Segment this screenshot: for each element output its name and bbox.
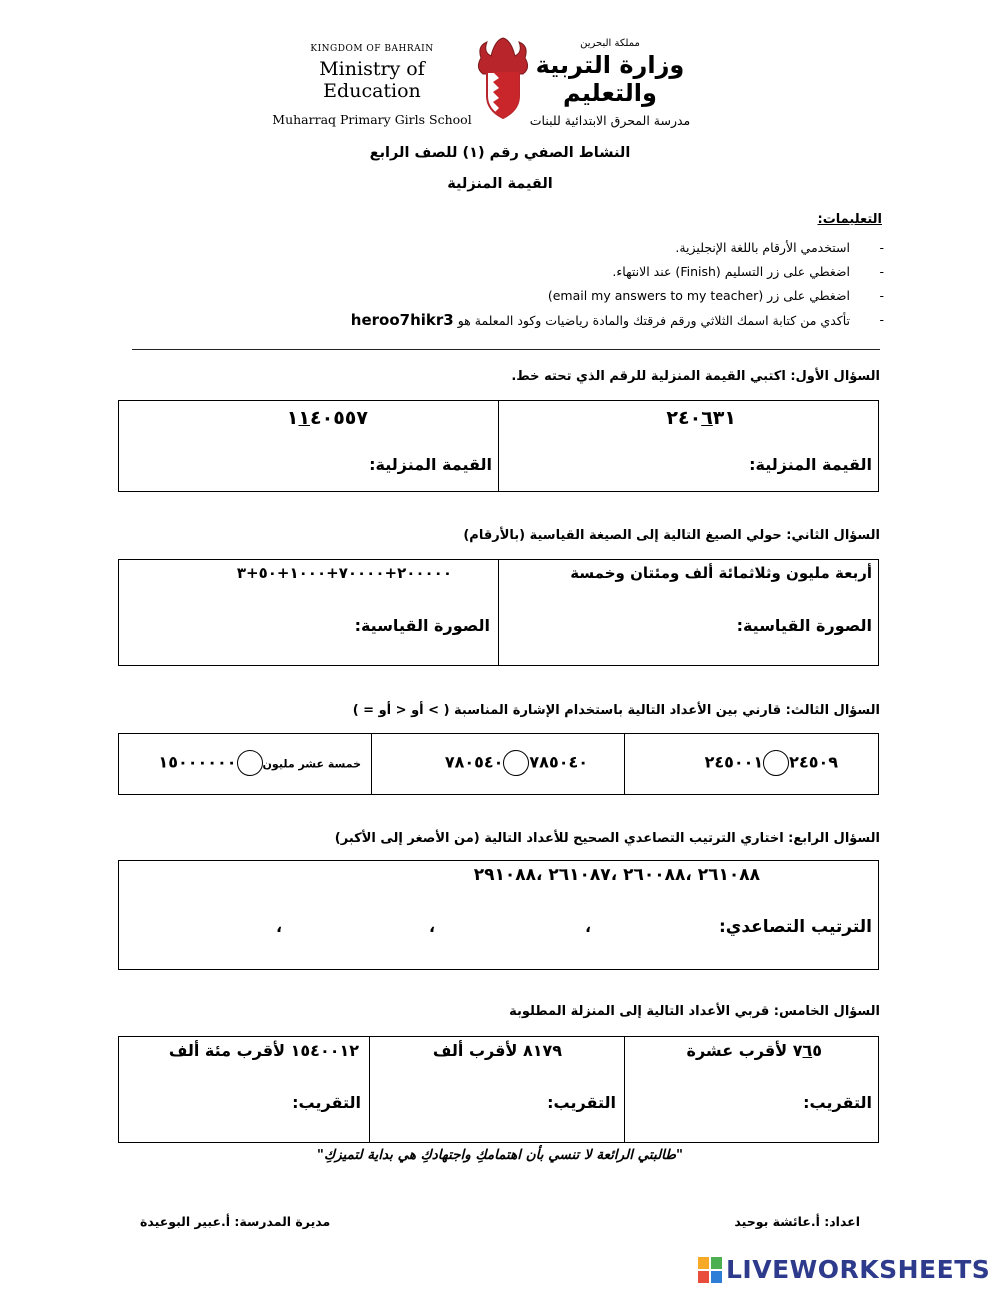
q1-left-number: ١١٤٠٥٥٧ (286, 407, 368, 429)
q3-box (118, 733, 879, 795)
q5-title: السؤال الخامس: قربي الأعداد التالية إلى المنزلة المطلوبة (509, 1004, 880, 1019)
instruction-item: - استخدمي الأرقام باللغة الإنجليزية. (675, 240, 884, 255)
instruction-text: استخدمي الأرقام باللغة الإنجليزية. (675, 240, 850, 255)
liveworksheets-logo-icon (698, 1257, 722, 1283)
prepared-by: اعداد: أ.عائشة بوحيد (734, 1214, 860, 1229)
motivational-quote: "طالبتي الرائعة لا تنسي بأن اهتمامكِ واجتهادكِ هي بداية لتميزكِ" (316, 1147, 684, 1163)
ministry-label: Ministry of Education (319, 58, 425, 102)
instruction-text: اضغطي على زر (email my answers to my teacher) (547, 288, 850, 303)
q5-label: التقريب: (292, 1093, 361, 1112)
q5-cell-3 (119, 1037, 369, 1142)
q1-box (118, 400, 879, 492)
q3-cell-2 (371, 734, 625, 794)
q4-comma: ، (276, 917, 283, 936)
q4-comma: ، (585, 917, 592, 936)
ar-school-label: مدرسة المحرق الابتدائية للبنات (529, 113, 691, 128)
kingdom-label: KINGDOM OF BAHRAIN (310, 44, 434, 54)
q2-right-cell (497, 560, 878, 665)
english-header (272, 44, 472, 127)
instructions-list (350, 236, 884, 333)
ar-kingdom-label: مملكة البحرين (580, 38, 640, 49)
instruction-text: تأكدي من كتابة اسمك الثلاثي ورقم فرقتك والمادة رياضيات وكود المعلمة هو (457, 313, 850, 328)
q2-left-label: الصورة القياسية: (354, 616, 490, 635)
q5-label: التقريب: (803, 1093, 872, 1112)
q5-number-1: ٧٦٥ لأقرب عشرة (686, 1041, 822, 1060)
q2-right-text: أربعة مليون وثلاثمائة ألف ومئتان وخمسة (570, 564, 872, 582)
q3-cell-3 (119, 734, 371, 794)
q1-left-cell (119, 401, 499, 491)
instruction-item: - تأكدي من كتابة اسمك الثلاثي ورقم فرقتك والمادة رياضيات وكود المعلمة هو heroo7hikr3 (350, 311, 884, 329)
underlined-digit: ٦ (701, 407, 713, 429)
underlined-digit: ١ (298, 407, 311, 429)
q3-title: السؤال الثالث: قارني بين الأعداد التالية باستخدام الإشارة المناسبة ( > أو < أو = ) (352, 703, 880, 718)
instruction-item: - اضغطي على زر التسليم (Finish) عند الانتهاء. (612, 264, 884, 279)
instructions-label: التعليمات: (817, 212, 882, 227)
q5-cell-1 (625, 1037, 878, 1142)
q5-number-3: ١٥٤٠٠١٢ لأقرب مئة ألف (168, 1041, 359, 1060)
brand-name[interactable]: LIVEWORKSHEETS (726, 1255, 991, 1284)
teacher-code: heroo7hikr3 (350, 311, 454, 329)
compare-circle[interactable] (503, 750, 529, 776)
q5-cell-2 (369, 1037, 625, 1142)
activity-title: النشاط الصفي رقم (١) للصف الرابع (369, 145, 631, 161)
q5-label: التقريب: (547, 1093, 616, 1112)
ar-ministry-label: وزارة التربية والتعليم (535, 51, 685, 107)
separator-line (132, 349, 880, 350)
q2-left-text: ٢٠٠٠٠٠+٧٠٠٠٠+١٠٠٠+٥٠+٣ (236, 564, 452, 582)
q2-right-label: الصورة القياسية: (736, 616, 872, 635)
q4-numbers: ٢٦١٠٨٨ ،٢٦٠٠٨٨ ،٢٦١٠٨٧ ،٢٩١٠٨٨ (473, 865, 760, 885)
q4-box (118, 860, 879, 970)
q3-compare-2: ٧٨٥٠٤٠٧٨٠٥٤٠ (445, 750, 588, 776)
q4-title: السؤال الرابع: اختاري الترتيب التصاعدي الصحيح للأعداد التالية (من الأصغر إلى الأكبر) (334, 831, 880, 846)
q5-box (118, 1036, 879, 1143)
q4-label: الترتيب التصاعدي: (718, 917, 872, 937)
q1-right-cell (497, 401, 878, 491)
instruction-text: اضغطي على زر التسليم (Finish) عند الانتهاء. (612, 264, 850, 279)
school-label: Muharraq Primary Girls School (272, 112, 472, 127)
q2-box (118, 559, 879, 666)
q1-left-label: القيمة المنزلية: (369, 455, 492, 474)
q5-number-2: ٨١٧٩ لأقرب ألف (432, 1041, 562, 1060)
q2-title: السؤال الثاني: حولي الصيغ التالية إلى الصيغة القياسية (بالأرقام) (463, 528, 880, 543)
topic-title: القيمة المنزلية (447, 176, 553, 192)
q1-right-number: ٢٤٠٦٣١ (666, 407, 736, 429)
q4-comma: ، (429, 917, 436, 936)
q3-compare-3: خمسة عشر مليون١٥٠٠٠٠٠٠ (158, 750, 361, 776)
q1-title: السؤال الأول: اكتبي القيمة المنزلية للرقم الذي تحته خط. (511, 369, 880, 384)
underlined-digit: ٦ (802, 1041, 813, 1060)
compare-circle[interactable] (763, 750, 789, 776)
q1-right-label: القيمة المنزلية: (749, 455, 872, 474)
compare-circle[interactable] (237, 750, 263, 776)
arabic-header (490, 38, 730, 128)
q2-left-cell (119, 560, 499, 665)
instruction-item: - اضغطي على زر (email my answers to my teacher) (547, 288, 884, 303)
q3-cell-1 (625, 734, 878, 794)
q3-compare-1: ٢٤٥٠٩٢٤٥٠٠١ (705, 750, 838, 776)
principal: مديرة المدرسة: أ.عبير البوعيدة (140, 1214, 331, 1229)
